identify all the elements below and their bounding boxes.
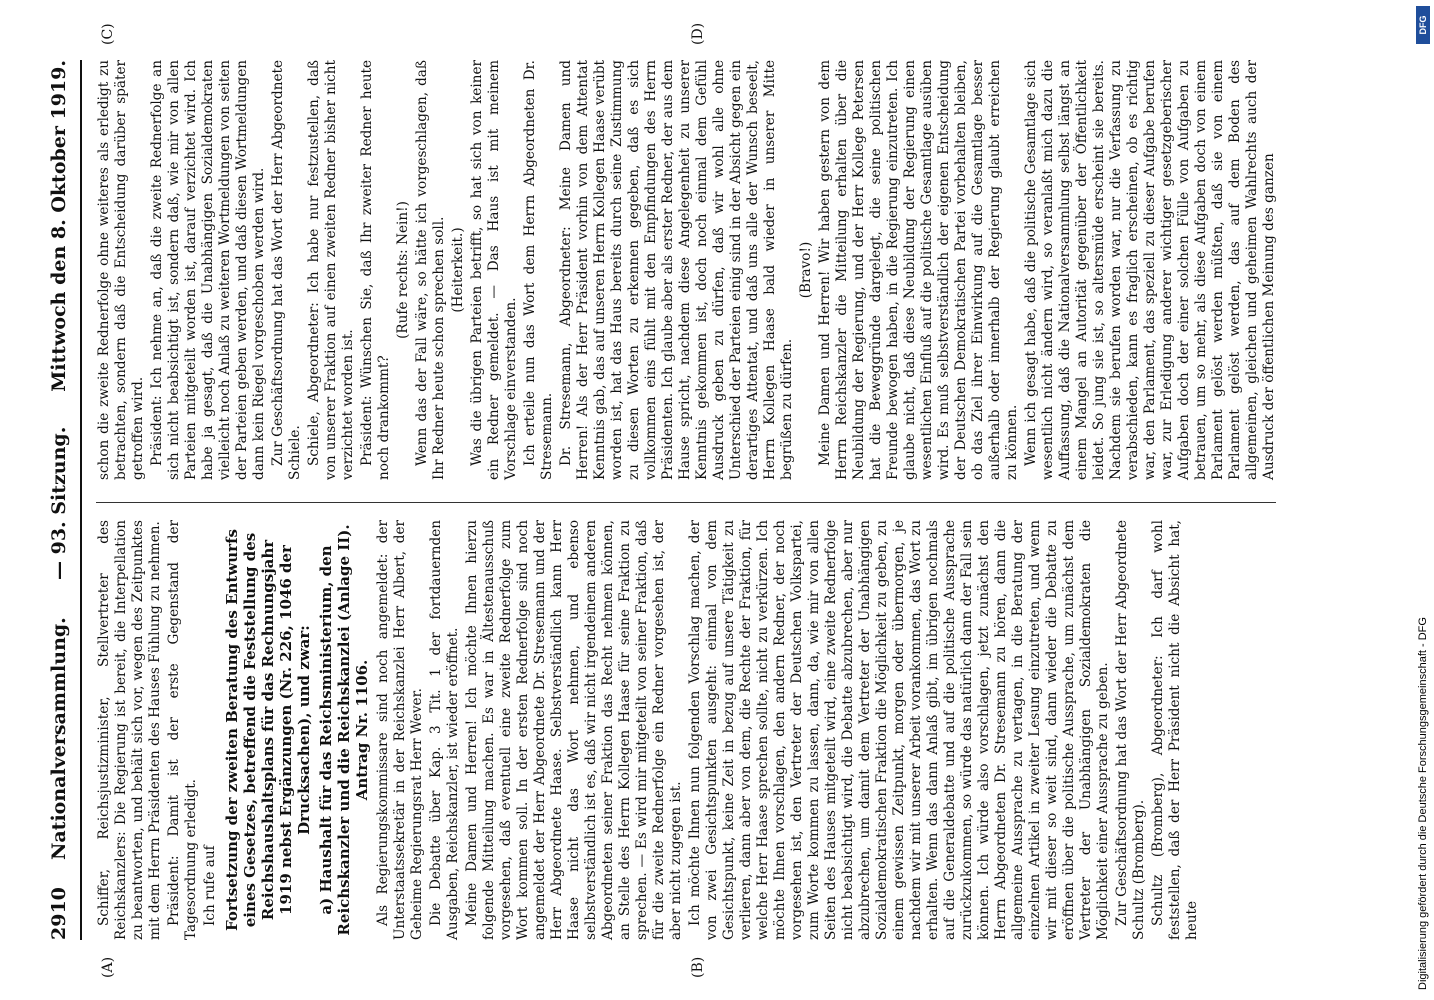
paragraph: Dr. Stresemann, Abgeordneter: Meine Damen und Herren! Als der Herr Präsident vorhin von dem Attentat Kenntnis gab, das auf unseren Herrn Kollegen Haase verübt worden ist, hat das Haus bereits durch seine Zustimmung zu diesen Worten zu erkennen gegeben, daß es sich vollkommen eins fühlt mit den Empfindungen des Herrn Präsidenten. Ich glaube aber als erster Redner, der aus dem Hause spricht, nachdem diese Angelegenheit zu unserer Kenntnis gekommen ist, doch noch einmal dem Gefühl Ausdruck geben zu dürfen, daß wir wohl alle ohne Unterschied der Parteien einig sind in der Absicht gegen ein derartiges Attentat, und daß uns alle der Wunsch beseelt, Herrn Kollegen Haase bald wieder in unserer Mitte begrüßen zu dürfen. [558,60,795,480]
paragraph: Wenn das der Fall wäre, so hätte ich vorgeschlagen, daß Ihr Redner heute schon sprechen soll. [414,60,447,480]
margin-mark-c: (C) [100,23,116,45]
left-column [96,520,1203,940]
paragraph: Ich möchte Ihnen nun folgenden Vorschlag machen, der von zwei Gesichtspunkten ausgeht: einmal von dem Gesichtspunkt, keine Zeit in bezug auf unsere Tätigkeit zu verlieren, dann aber von dem, die Rechte der Fraktion, für welche Herr Haase sprechen sollte, nicht zu verkürzen. Ich möchte Ihnen vorschlagen, den andern Redner, der noch vorgesehen ist, den Vertreter der Deutschen Volkspartei, zum Worte kommen zu lassen, dann, da, wie mir von allen Seiten des Hauses mitgeteilt wird, eine zweite Rednerfolge nicht beabsichtigt wird, die Debatte abzubrechen, aber nur abzubrechen, um damit dem Vertreter der Unabhängigen Sozialdemokratischen Fraktion die Möglichkeit zu geben, zu einem gewissen Zeitpunkt, morgen oder übermorgen, je nachdem wir mit unserer Arbeit vorankommen, das Wort zu erhalten. Wenn das dann Anlaß gibt, im übrigen nochmals auf die Generaldebatte und auf die politische Aussprache zurückzukommen, so würde das natürlich dann der Fall sein können. Ich würde also vorschlagen, jetzt zunächst den Herrn Abgeordneten Dr. Stresemann zu hören, dann die allgemeine Aussprache zu vertagen, in die Beratung der einzelnen Artikel in zweiter Lesung einzutreten, und wenn wir mit dieser so weit sind, dann wieder die Debatte zu eröffnen über die politische Aussprache, um zunächst dem Vertreter der Unabhängigen Sozialdemokraten die Möglichkeit einer Aussprache zu geben. [687,520,1111,940]
margin-mark-d: (D) [690,22,706,45]
paragraph: Schiele, Abgeordneter: Ich habe nur festzustellen, daß von unserer Fraktion auf einen zweiten Redner bisher nicht verzichtet worden ist. [306,60,356,480]
margin-mark-b: (B) [690,956,706,978]
interjection: (Rufe rechts: Nein!) [395,201,411,339]
margin-mark-a: (A) [100,956,116,978]
column-divider [96,502,1276,503]
interjection: (Bravo!) [798,241,814,299]
header-session: — 93. Sitzung. [48,426,70,580]
agenda-subheading: a) Haushalt für das Reichsministerium, den Reichskanzler und die Reichskanzlei (Anlage II). Antrag Nr. 1106. [317,524,371,936]
dfg-logo-text: DFG [1418,15,1428,35]
paragraph: Präsident: Ich nehme an, daß die zweite Rednerfolge an sich nicht beabsichtigt ist, sondern daß, wie mir von allen Parteien mitgeteilt worden ist, darauf verzichtet wird. Ich habe ja gesagt, daß die Unabhängigen Sozialdemokraten vielleicht noch Anlaß zu weiteren Wortmeldungen von seiten der Parteien geben werden, und daß diesen Wortmeldungen dann kein Riegel vorgeschoben werden wird. [149,60,267,480]
digitization-credit [1414,10,1432,990]
paragraph: Zur Geschäftsordnung hat das Wort der Herr Abgeordnete Schiele. [270,60,303,480]
header-title: Nationalversammlung. [48,617,70,860]
paragraph: Als Regierungskommissare sind noch angemeldet: der Unterstaatssekretär in der Reichskanzlei Herr Albert, der Geheime Regierungsrat Herr Wever. [375,520,425,940]
paragraph: Zur Geschäftsordnung hat das Wort der Herr Abgeordnete Schultz (Bromberg). [1114,520,1147,940]
header-date: Mittwoch den 8. Oktober 1919. [48,60,70,392]
paragraph: Präsident: Wünschen Sie, daß Ihr zweiter Redner heute noch drankommt? [359,60,392,480]
paragraph: Die Debatte über Kap. 3 Tit. 1 der fortdauernden Ausgaben, Reichskanzler, ist wieder eröffnet. [428,520,461,940]
paragraph: schon die zweite Rednerfolge ohne weiteres als erledigt zu betrachten, sondern daß die Entscheidung darüber später getroffen wird. [96,60,146,480]
page-header [48,60,82,940]
page-number: 2910 [48,887,70,940]
paragraph: Ich erteile nun das Wort dem Herrn Abgeordneten Dr. Stresemann. [522,60,555,480]
header-rule [80,60,82,940]
paragraph: Wenn ich gesagt habe, daß die politische Gesamtlage sich wesentlich nicht ändern wird, so veranlaßt mich dazu die Auffassung, daß die Nationalversammlung selbst längst an einem Mangel an Autorität gegenüber der Öffentlichkeit leidet. So jung sie ist, so altersmüde erscheint sie bereits. Nachdem sie berufen worden war, nur die Verfassung zu verabschieden, kann es fraglich erscheinen, ob es richtig war, den Parlament, das speziell zu dieser Aufgabe berufen war, zur Erledigung anderer wichtiger gesetzgeberischer Aufgaben doch der einer solchen Fülle von Aufgaben zu betrauen, um so mehr, als diese Aufgaben doch von einem Parlament gelöst werden müßten, daß sie von einem Parlament gelöst werden, das auf dem Boden des allgemeinen, gleichen und geheimen Wahlrechts auch der Ausdruck der öffentlichen Meinung des ganzen [1023,60,1277,480]
paragraph: Schiffer, Reichsjustizminister, Stellvertreter des Reichskanzlers: Die Regierung ist bereit, die Interpellation zu beantworten, und behält sich vor, wegen des Zeitpunktes mit dem Herrn Präsidenten des Hauses Fühlung zu nehmen. [96,520,163,940]
paragraph: Ich rufe auf [202,845,218,926]
credit-text: Digitalisierung gefördert durch die Deutsche Forschungsgemeinschaft - DFG [1417,617,1429,990]
agenda-heading: Fortsetzung der zweiten Beratung des Entwurfs eines Gesetzes, betreffend die Feststellung des Reichshaushaltsplans für das Rechnungsjahr 1919 nebst Ergänzungen (Nr. 226, 1046 der Drucksachen), und zwar: [223,529,313,931]
paragraph: Meine Damen und Herren! Ich möchte Ihnen hierzu folgende Mitteilung machen. Es war in Ältestenausschuß vorgesehen, daß eventuell eine zweite Rednerfolge zum Wort kommen soll. In der ersten Rednerfolge sind noch angemeldet der Herr Abgeordnete Dr. Stresemann und der Herr Abgeordnete Haase. Selbstverständlich kann Herr Haase nicht das Wort nehmen, und ebenso selbstverständlich ist es, daß wir nicht irgendeinem anderen Abgeordneten seiner Fraktion das Recht nehmen können, an Stelle des Herrn Kollegen Haase für seine Fraktion zu sprechen. — Es wird mir mitgeteilt von seiner Fraktion, daß für die zweite Rednerfolge ein Redner vorgesehen ist, der aber nicht zugegen ist. [464,520,684,940]
right-column [96,60,1280,480]
paragraph: Meine Damen und Herren! Wir haben gestern von dem Herrn Reichskanzler die Mitteilung erhalten über die Neubildung der Regierung, und der Herr Kollege Petersen hat die Beweggründe dargelegt, die seine politischen Freunde bewogen haben, in die Regierung einzutreten. Ich glaube nicht, daß diese Neubildung der Regierung einen wesentlichen Einfluß auf die politische Gesamtlage ausüben wird. Es muß selbstverständlich der eigenen Entscheidung der Deutschen Demokratischen Partei vorbehalten bleiben, ob das Ziel ihrer Einwirkung auf die Gesamtlage besser außerhalb oder innerhalb der Regierung glaubt erreichen zu können. [817,60,1020,480]
interjection: (Heiterkeit.) [450,227,466,313]
paragraph: Schultz (Bromberg), Abgeordneter: Ich darf wohl feststellen, daß der Herr Präsident nicht die Absicht hat, heute [1150,520,1200,940]
paragraph: Was die übrigen Parteien betrifft, so hat sich von keiner ein Redner gemeldet. — Das Haus ist mit meinem Vorschlage einverstanden. [469,60,519,480]
paragraph: Präsident: Damit ist der erste Gegenstand der Tagesordnung erledigt. [166,520,199,940]
